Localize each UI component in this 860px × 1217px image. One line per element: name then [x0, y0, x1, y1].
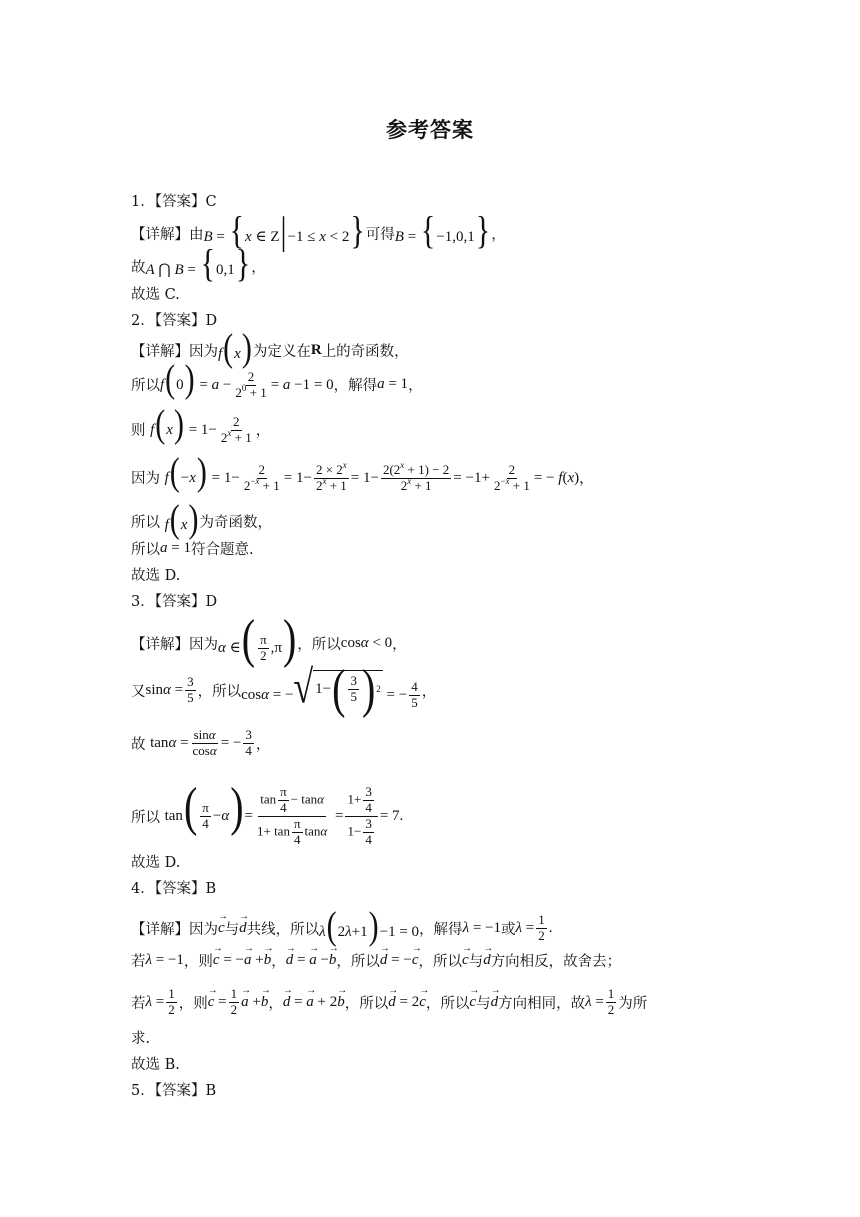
q4-answer: 4．【答案】B [131, 881, 217, 897]
q5-answer: 5．【答案】B [131, 1083, 217, 1099]
q1-detail: 【详解】由 B = {x ∈ Z|−1 ≤ x < 2} 可得 B = {−1,0,1} ， [131, 209, 506, 253]
q3-line4: 所以 tan( $\frac{\pi}{4}$ −α)= tan $\frac{\pi}{4}$ − tanα 1+ tan $\frac{\pi}{4}$ tanα = 1+ $\frac{3}{4}$ 1− $\frac{3}{4}$ = 7. [131, 775, 404, 847]
q2-line2: 所以 f(0) = a − $\frac{2}{2^0 + 1}$ = a −1 = 0 ，解得 a = 1 ， [131, 357, 423, 401]
q4-end: 故选 B. [131, 1057, 180, 1073]
q4-line3: 若 λ = $\frac{1}{2}$ ，则 → c = $\frac{1}{2}$ → a +→ b ， → d = → a + 2→ b ，所以 → d = 2→ c ，所以 → c 与 → d 方向相同，故 λ = $\frac{1}{2}$ 为所 [131, 987, 647, 1018]
q1-answer: 1．【答案】C [131, 194, 217, 210]
page-title: 参考答案 [386, 118, 474, 142]
q1-end: 故选 C. [131, 287, 180, 303]
set-b-definition: B = {x ∈ Z|−1 ≤ x < 2} [203, 209, 365, 253]
q2-line4: 因为 f(−x) = 1− $\frac{2}{2^{-x} + 1}$ = 1− $\frac{2 \times 2^x}{2^x + 1}$ = 1− $\frac{2(2^x + 1) - 2}{2^x + 1}$ = −1+ $\frac{2}{2^{-x} + 1}$ = − f(x) ， [131, 450, 594, 494]
q4-line1: 【详解】因为 → c 与 → d 共线，所以 λ(2λ+1)−1 = 0 ，解得 λ = −1 或 λ = $\frac{1}{2}$ . [131, 913, 552, 944]
q4-line4: 求. [131, 1031, 151, 1047]
q3-line3: 故 tanα = $\frac{\sin\alpha}{\cos\alpha}$ = − $\frac{3}{4}$ ， [131, 727, 271, 758]
q1-intersection: 故 A ⋂ B = {0,1} ， [131, 242, 266, 286]
q2-line3: 则 f(x) = 1− $\frac{2}{2^x + 1}$ ， [131, 402, 271, 446]
q2-line1: 【详解】因为 f(x) 为定义在 R 上的奇函数， [131, 326, 409, 370]
q3-answer: 3．【答案】D [131, 594, 218, 610]
q3-line1: 【详解】因为 α ∈( $\frac{\pi}{2}$ ,π) ，所以 cosα < 0 ， [131, 607, 407, 669]
q3-line2: 又 sinα = $\frac{3}{5}$ ，所以 cosα = − √ 1− ( $\frac{3}{5}$ ) 2 = − $\frac{4}{5}$ ， [131, 657, 437, 719]
q2-line5: 所以 f(x) 为奇函数， [131, 497, 272, 541]
q2-end: 故选 D. [131, 568, 181, 584]
q2-answer: 2．【答案】D [131, 313, 218, 329]
q2-line6: 所以 a = 1 符合题意. [131, 540, 254, 558]
set-b-value: B = {−1,0,1} [394, 209, 491, 253]
q3-end: 故选 D. [131, 855, 181, 871]
q4-line2: 若 λ = −1 ，则 → c = −→ a +→ b ， → d = → a −→ b ，所以 → d = −→ c ，所以 → c 与 → d 方向相反，故舍去； [131, 950, 621, 971]
